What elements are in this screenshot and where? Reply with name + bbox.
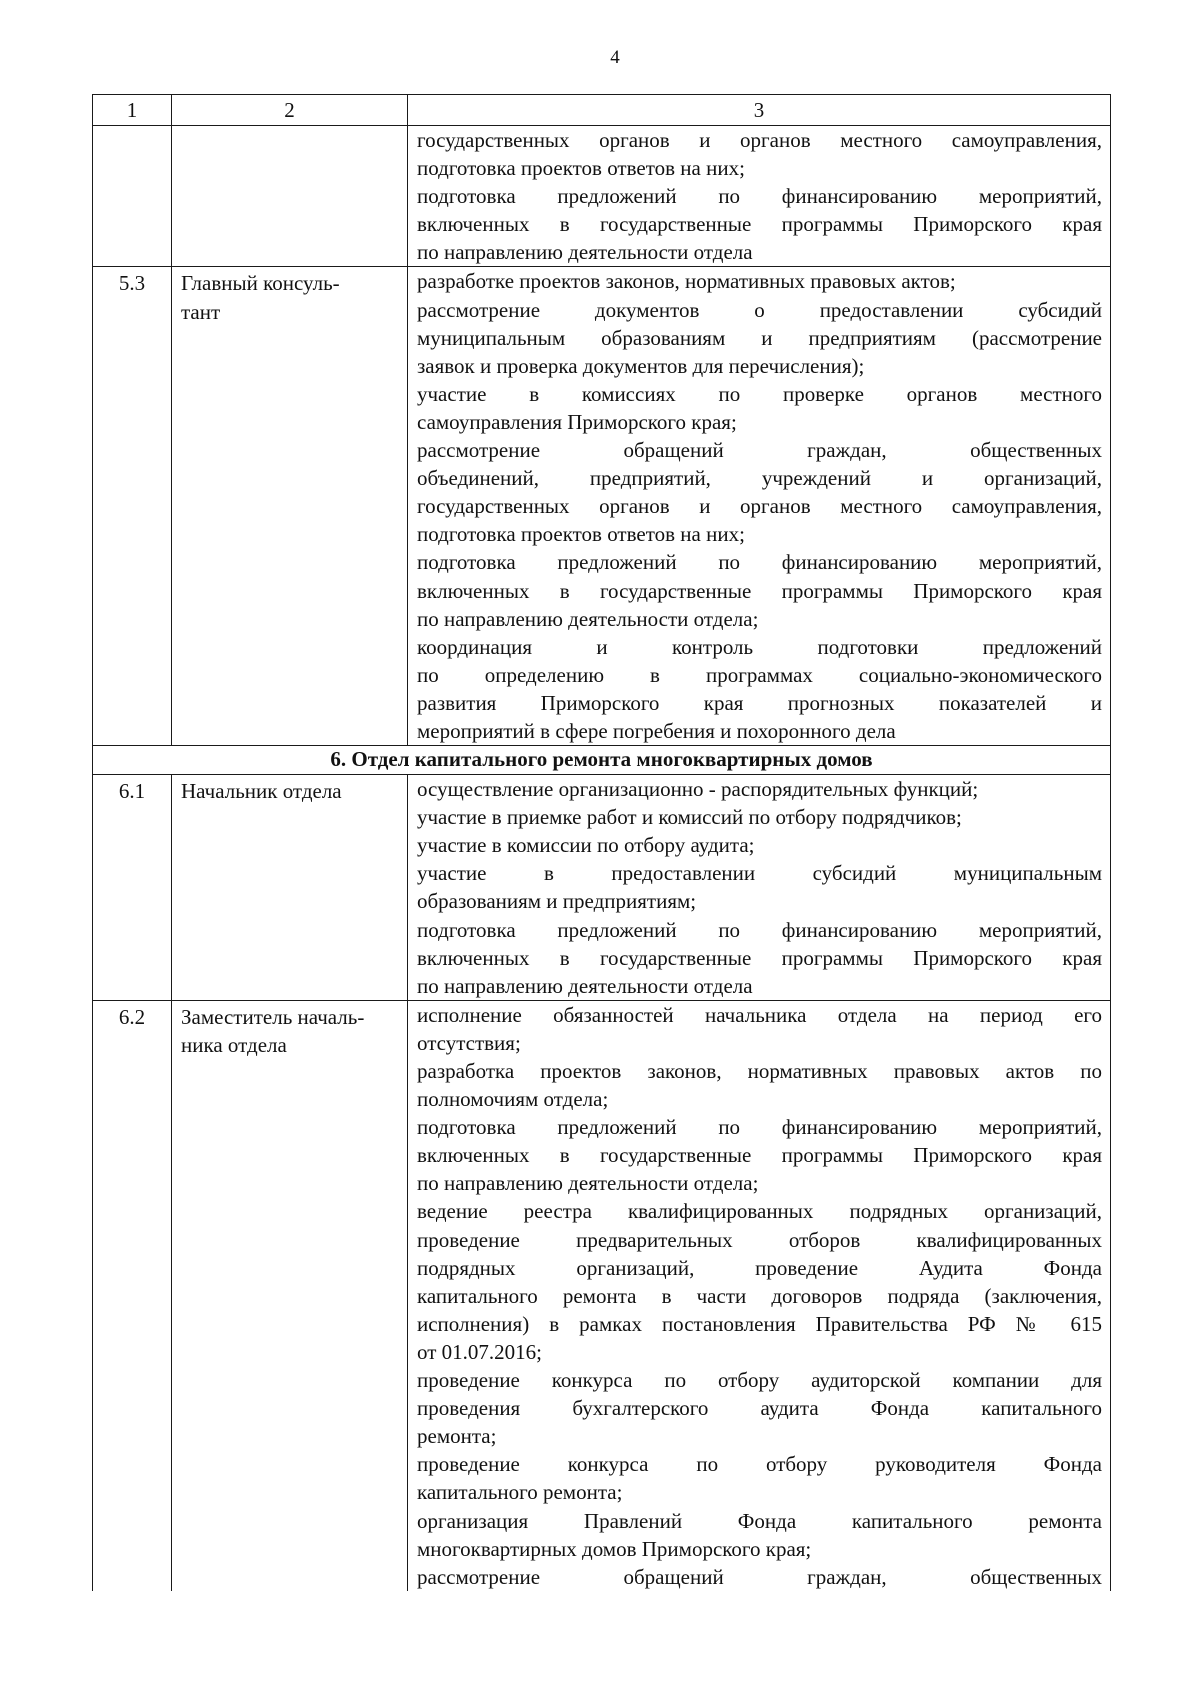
text-line: участие в предоставлении субсидий муниципальным <box>417 861 1102 886</box>
text-line: мероприятий в сфере погребения и похоронного дела <box>417 718 896 743</box>
text-line: от 01.07.2016; <box>417 1339 542 1364</box>
text-line: Главный консуль- <box>181 271 340 296</box>
text-line: отсутствия; <box>417 1030 521 1055</box>
text-line: государственных органов и органов местного самоуправления, <box>417 494 1102 519</box>
text-line: полномочиям отдела; <box>417 1087 609 1112</box>
table-row <box>93 267 1111 746</box>
text-line: участие в приемке работ и комиссий по отбору подрядчиков; <box>417 805 962 830</box>
text-line: по определению в программах социально-экономического <box>417 662 1102 687</box>
text-line: подготовка проектов ответов на них; <box>417 522 745 547</box>
text-line: Заместитель началь- <box>181 1004 365 1029</box>
row-number: 6.1 <box>93 775 172 1001</box>
section-row <box>93 746 1111 775</box>
text-line: по направлению деятельности отдела; <box>417 1171 759 1196</box>
text-line: рассмотрение обращений граждан, общественных <box>417 1564 1102 1589</box>
column-number-row <box>93 95 1111 126</box>
text-line: организация Правлений Фонда капитального ремонта <box>417 1508 1102 1533</box>
text-line: капитального ремонта; <box>417 1480 623 1505</box>
position-cell <box>172 267 408 746</box>
table-row <box>93 1000 1111 1590</box>
text-line: включенных в государственные программы Приморского края <box>417 1143 1102 1168</box>
text-line: по направлению деятельности отдела <box>417 973 753 998</box>
text-line: подготовка проектов ответов на них; <box>417 156 745 181</box>
column-number-3: 3 <box>408 95 1111 126</box>
column-number-2: 2 <box>172 95 408 126</box>
text-line: включенных в государственные программы Приморского края <box>417 212 1102 237</box>
text-line: подготовка предложений по финансированию мероприятий, <box>417 1115 1102 1140</box>
text-line: по направлению деятельности отдела; <box>417 606 759 631</box>
text-line: проведения бухгалтерского аудита Фонда капитального <box>417 1396 1102 1421</box>
text-line: проведение предварительных отборов квалифицированных <box>417 1227 1102 1252</box>
page-number: 4 <box>610 47 620 68</box>
text-line: исполнения) в рамках постановления Правительства РФ № 615 <box>417 1311 1102 1336</box>
text-line: ведение реестра квалифицированных подрядных организаций, <box>417 1199 1102 1224</box>
text-line: подготовка предложений по финансированию мероприятий, <box>417 550 1102 575</box>
text-line: разработке проектов законов, нормативных правовых актов; <box>417 269 956 294</box>
text-line: ремонта; <box>417 1424 497 1449</box>
text-line: подрядных организаций, проведение Аудита Фонда <box>417 1255 1102 1280</box>
text-line: подготовка предложений по финансированию мероприятий, <box>417 184 1102 209</box>
text-line: Начальник отдела <box>181 779 342 804</box>
text-line: муниципальным образованиям и предприятиям (рассмотрение <box>417 325 1102 350</box>
text-line: разработка проектов законов, нормативных правовых актов по <box>417 1059 1102 1083</box>
text-line: включенных в государственные программы Приморского края <box>417 578 1102 603</box>
text-line: осуществление организационно - распорядительных функций; <box>417 777 979 802</box>
text-line: образованиям и предприятиям; <box>417 889 697 914</box>
position-cell <box>172 126 408 267</box>
row-number-cell <box>93 126 172 267</box>
position-cell <box>172 1000 408 1590</box>
table-row <box>93 775 1111 1001</box>
table-row <box>93 126 1111 267</box>
text-line: участие в комиссии по отбору аудита; <box>417 833 755 858</box>
duties-cell <box>408 126 1111 267</box>
text-line: проведение конкурса по отбору аудиторской компании для <box>417 1368 1102 1393</box>
text-line: заявок и проверка документов для перечисления); <box>417 353 865 378</box>
position-cell <box>172 775 408 1001</box>
text-line: подготовка предложений по финансированию мероприятий, <box>417 917 1102 942</box>
row-number: 5.3 <box>93 267 172 746</box>
text-line: включенных в государственные программы Приморского края <box>417 945 1102 970</box>
column-number-1: 1 <box>93 95 172 126</box>
duties-cell <box>408 1000 1111 1590</box>
text-line: государственных органов и органов местного самоуправления, <box>417 128 1102 152</box>
text-line: по направлению деятельности отдела <box>417 240 753 265</box>
text-line: участие в комиссиях по проверке органов местного <box>417 381 1102 406</box>
text-line: рассмотрение обращений граждан, общественных <box>417 438 1102 463</box>
text-line: тант <box>181 299 221 324</box>
text-line: проведение конкурса по отбору руководителя Фонда <box>417 1452 1102 1477</box>
duties-cell <box>408 267 1111 746</box>
text-line: капитального ремонта в части договоров подряда (заключения, <box>417 1283 1102 1308</box>
text-line: рассмотрение документов о предоставлении субсидий <box>417 297 1102 322</box>
section-title: 6. Отдел капитального ремонта многоквартирных домов <box>93 746 1111 775</box>
row-number: 6.2 <box>93 1000 172 1590</box>
text-line: многоквартирных домов Приморского края; <box>417 1536 812 1561</box>
duties-table <box>92 94 1111 1591</box>
text-line: объединений, предприятий, учреждений и организаций, <box>417 466 1102 491</box>
text-line: самоуправления Приморского края; <box>417 409 737 434</box>
text-line: ника отдела <box>181 1032 287 1057</box>
duties-cell <box>408 775 1111 1001</box>
text-line: координация и контроль подготовки предложений <box>417 634 1102 659</box>
text-line: исполнение обязанностей начальника отдела на период его <box>417 1002 1102 1027</box>
text-line: развития Приморского края прогнозных показателей и <box>417 690 1102 715</box>
